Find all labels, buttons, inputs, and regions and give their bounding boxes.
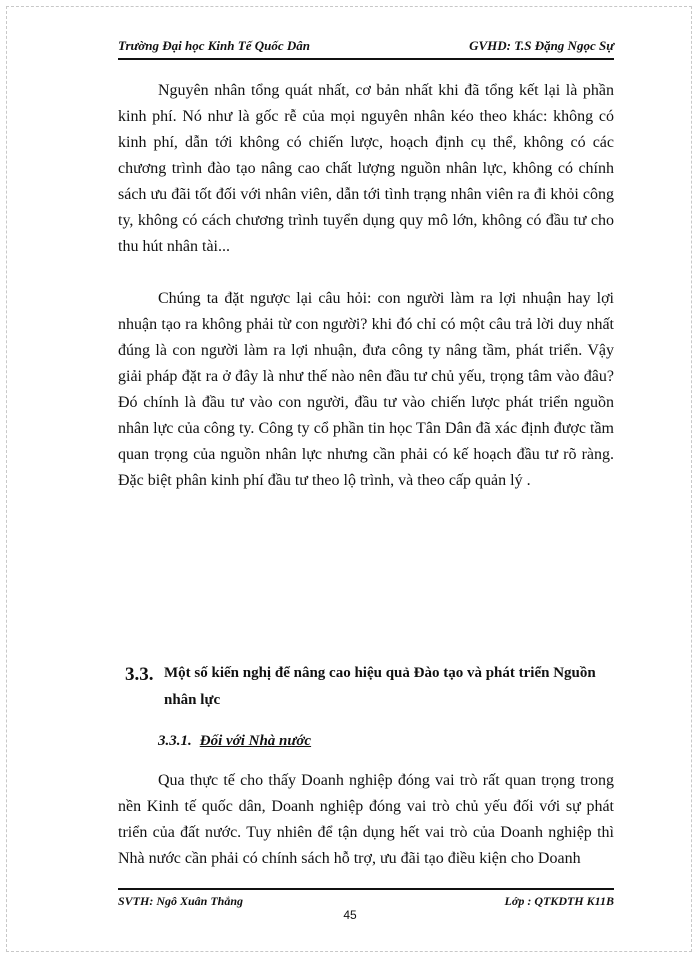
page-header <box>118 38 614 60</box>
section-number: 3.3. <box>125 664 154 685</box>
page-footer <box>118 888 614 908</box>
paragraph-funding: Nguyên nhân tổng quát nhất, cơ bản nhất khi đã tổng kết lại là phần kinh phí. Nó như là gốc rễ của mọi nguyên nhân kéo theo khác: không có kinh phí, dẫn tới không có chiến lược, hoạch định cụ thể, không có các chương trình đào tạo nâng cao chất lượng nguồn nhân lực, không có chính sách ưu đãi tốt đối với nhân viên, dẫn tới tình trạng nhân viên ra đi khỏi công ty, không có cách chương trình tuyển dụng quy mô lớn, không có đầu tư cho thu hút nhân tài... <box>118 82 614 255</box>
section-heading <box>118 660 614 714</box>
subsection-number: 3.3.1. <box>158 733 192 749</box>
page-number: 45 <box>343 908 357 922</box>
header-university: Trường Đại học Kinh Tế Quốc Dân <box>118 38 310 53</box>
header-supervisor: GVHD: T.S Đặng Ngọc Sự <box>469 38 614 53</box>
footer-student: SVTH: Ngô Xuân Thắng <box>118 894 244 908</box>
subsection-title: Đối với Nhà nước <box>199 733 312 749</box>
subsection-heading <box>158 733 311 750</box>
paragraph-people-profit: Chúng ta đặt ngược lại câu hỏi: con người làm ra lợi nhuận hay lợi nhuận tạo ra không phải từ con người? khi đó chỉ có một câu trả lời duy nhất đúng là con người làm ra lợi nhuận, đưa công ty nâng tầm, phát triển. Vậy giải pháp đặt ra ở đây là như thế nào nên đầu tư chủ yếu, trọng tâm vào đâu? Đó chính là đầu tư vào con người, đầu tư vào chiến lược phát triển nguồn nhân lực của công ty. Công ty cổ phần tin học Tân Dân đã xác định được tầm quan trọng của nguồn nhân lực nhưng cần phải có kế hoạch đầu tư rõ ràng. Đặc biệt phân kinh phí đầu tư theo lộ trình, và theo cấp quản lý . <box>118 290 614 489</box>
paragraph-state-role: Qua thực tế cho thấy Doanh nghiệp đóng vai trò rất quan trọng trong nền Kinh tế quốc dân, Doanh nghiệp đóng vai trò chủ yếu đối với sự phát triển của đất nước. Tuy nhiên để tận dụng hết vai trò của Doanh nghiệp thì Nhà nước cần phải có chính sách hỗ trợ, ưu đãi tạo điều kiện cho Doanh <box>118 772 614 867</box>
section-title: Một số kiến nghị để nâng cao hiệu quả Đào tạo và phát triển Nguồn nhân lực <box>164 665 596 708</box>
footer-class: Lớp : QTKDTH K11B <box>504 894 614 908</box>
